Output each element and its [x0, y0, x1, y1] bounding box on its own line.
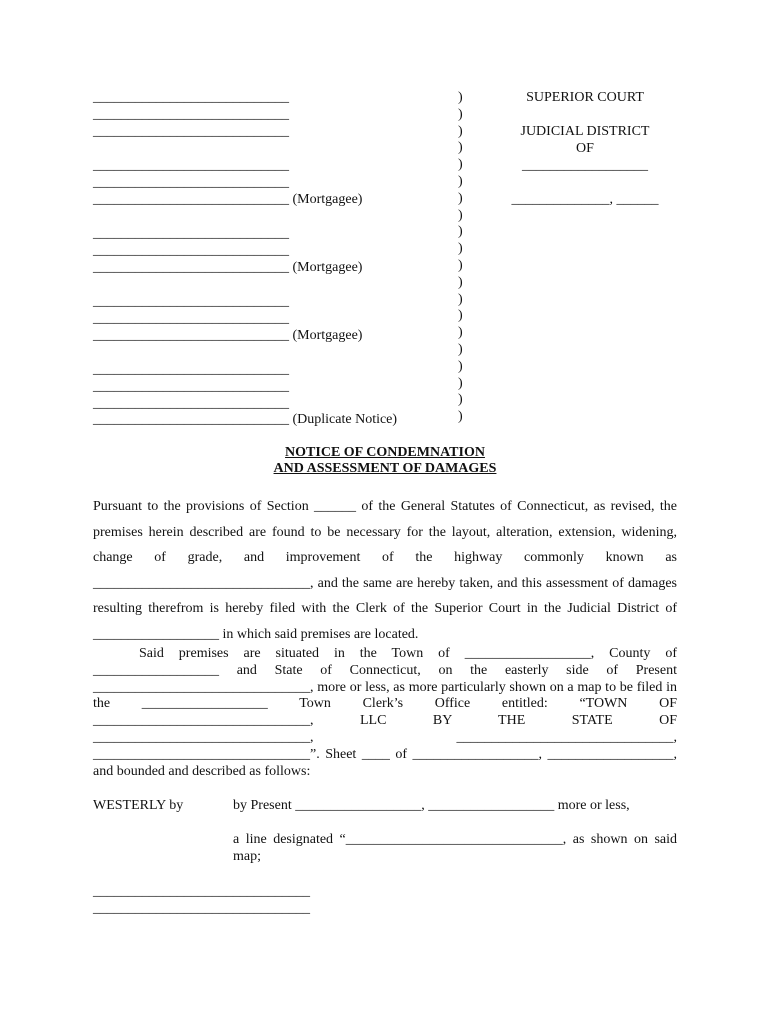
boundary-line-2: a line designated “_______________________________, as shown on said map; — [233, 832, 677, 864]
caption-paren: ) — [458, 241, 463, 257]
caption-line-duplicate-notice: ____________________________ (Duplicate Notice) — [93, 412, 398, 427]
boundary-direction: WESTERLY by — [93, 798, 184, 813]
caption-paren: ) — [458, 257, 463, 273]
caption-line-13: ____________________________ — [93, 362, 289, 377]
paragraph-premises: Said premises are situated in the Town of __________________, County of __________________ and State of Connecticut, on the easterly side of Present _______________________________, more or less, as more particularly shown on a map to be filed in the __________________ Town Clerk’s Office entitled: “TOWN OF _______________________________, LLC BY THE STATE OF _______________________________, _______________________________, _______________________________”. Sheet ____ of __________________, __________________, and bounded and described as follows: — [93, 646, 677, 779]
caption-paren: ) — [458, 140, 463, 156]
caption-paren: ) — [458, 392, 463, 408]
caption-line-14: ____________________________ — [93, 379, 289, 394]
caption-paren: ) — [458, 308, 463, 324]
caption-paren: ) — [458, 173, 463, 189]
caption-paren: ) — [458, 358, 463, 374]
caption-line-5: ____________________________ — [93, 175, 289, 190]
document-title-line-1: NOTICE OF CONDEMNATION — [285, 445, 485, 460]
caption-line-15: ____________________________ — [93, 396, 289, 411]
boundary-line-1: by Present __________________, __________________ more or less, — [233, 798, 630, 813]
caption-paren: ) — [458, 106, 463, 122]
caption-paren: ) — [458, 123, 463, 139]
date-blank: ______________, ______ — [511, 192, 659, 207]
judicial-district-label: JUDICIAL DISTRICT — [520, 124, 650, 139]
caption-line-8: ____________________________ — [93, 243, 289, 258]
caption-line-3: ____________________________ — [93, 124, 289, 139]
document-title-line-2: AND ASSESSMENT OF DAMAGES — [273, 461, 497, 476]
caption-line-1: ____________________________ — [93, 90, 289, 105]
caption-divider — [458, 90, 470, 426]
caption-paren: ) — [458, 207, 463, 223]
signature-line-2: _______________________________ — [93, 901, 310, 916]
caption-line-mortgagee-2: ____________________________ (Mortgagee) — [93, 260, 363, 275]
caption-paren: ) — [458, 190, 463, 206]
caption-line-mortgagee-3: ____________________________ (Mortgagee) — [93, 328, 363, 343]
caption-line-11: ____________________________ — [93, 311, 289, 326]
judicial-district-of: OF — [576, 141, 594, 156]
caption-line-4: ____________________________ — [93, 158, 289, 173]
court-name: SUPERIOR COURT — [526, 90, 644, 105]
signature-line-1: _______________________________ — [93, 884, 310, 899]
caption-line-10: ____________________________ — [93, 294, 289, 309]
judicial-district-blank: __________________ — [522, 158, 648, 173]
caption-paren: ) — [458, 325, 463, 341]
caption-line-mortgagee-1: ____________________________ (Mortgagee) — [93, 192, 363, 207]
caption-line-2: ____________________________ — [93, 107, 289, 122]
caption-paren: ) — [458, 291, 463, 307]
caption-paren: ) — [458, 409, 463, 425]
caption-paren: ) — [458, 224, 463, 240]
caption-paren: ) — [458, 90, 463, 105]
caption-paren: ) — [458, 274, 463, 290]
caption-paren: ) — [458, 341, 463, 357]
paragraph-statute: Pursuant to the provisions of Section ______ of the General Statutes of Connecticut, as revised, the premises herein described are found to be necessary for the layout, alteration, extension, widening, change of grade, and improvement of the highway commonly known as _______________________________, and the same are hereby taken, and this assessment of damages resulting therefrom is hereby filed with the Clerk of the Superior Court in the Judicial District of __________________ in which said premises are located. — [93, 499, 677, 642]
caption-paren: ) — [458, 157, 463, 173]
caption-paren: ) — [458, 375, 463, 391]
caption-line-7: ____________________________ — [93, 226, 289, 241]
